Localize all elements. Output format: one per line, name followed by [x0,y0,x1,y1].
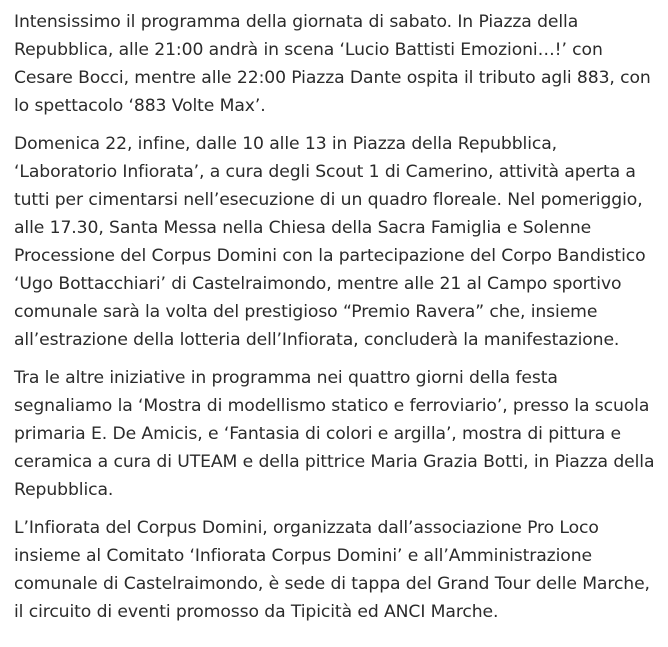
paragraph-other-initiatives: Tra le altre iniziative in programma nei quattro giorni della festa segnaliamo la ‘Mostra di modellismo statico e ferroviario’, presso la scuola primaria E. De Amicis, e ‘Fantasia di colori e argilla’, mostra di pittura e ceramica a cura di UTEAM e della pittrice Maria Grazia Botti, in Piazza della Repubblica. [14,368,655,500]
paragraph-saturday-program: Intensissimo il programma della giornata di sabato. In Piazza della Repubblica, alle 21:00 andrà in scena ‘Lucio Battisti Emozioni…!’ con Cesare Bocci, mentre alle 22:00 Piazza Dante ospita il tributo agli 883, con lo spettacolo ‘883 Volte Max’. [14,12,651,116]
paragraph-sunday-program: Domenica 22, infine, dalle 10 alle 13 in Piazza della Repubblica, ‘Laboratorio Infiorata’, a cura degli Scout 1 di Camerino, attività aperta a tutti per cimentarsi nell’esecuzione di un quadro floreale. Nel pomeriggio, alle 17.30, Santa Messa nella Chiesa della Sacra Famiglia e Solenne Processione del Corpus Domini con la partecipazione del Corpo Bandistico ‘Ugo Bottacchiari’ di Castelraimondo, mentre alle 21 al Campo sportivo comunale sarà la volta del prestigioso “Premio Ravera” che, insieme all’estrazione della lotteria dell’Infiorata, concluderà la manifestazione. [14,134,646,350]
article-body [14,8,660,636]
paragraph-organization: L’Infiorata del Corpus Domini, organizzata dall’associazione Pro Loco insieme al Comitato ‘Infiorata Corpus Domini’ e all’Amministrazione comunale di Castelraimondo, è sede di tappa del Grand Tour delle Marche, il circuito di eventi promosso da Tipicità ed ANCI Marche. [14,518,650,622]
